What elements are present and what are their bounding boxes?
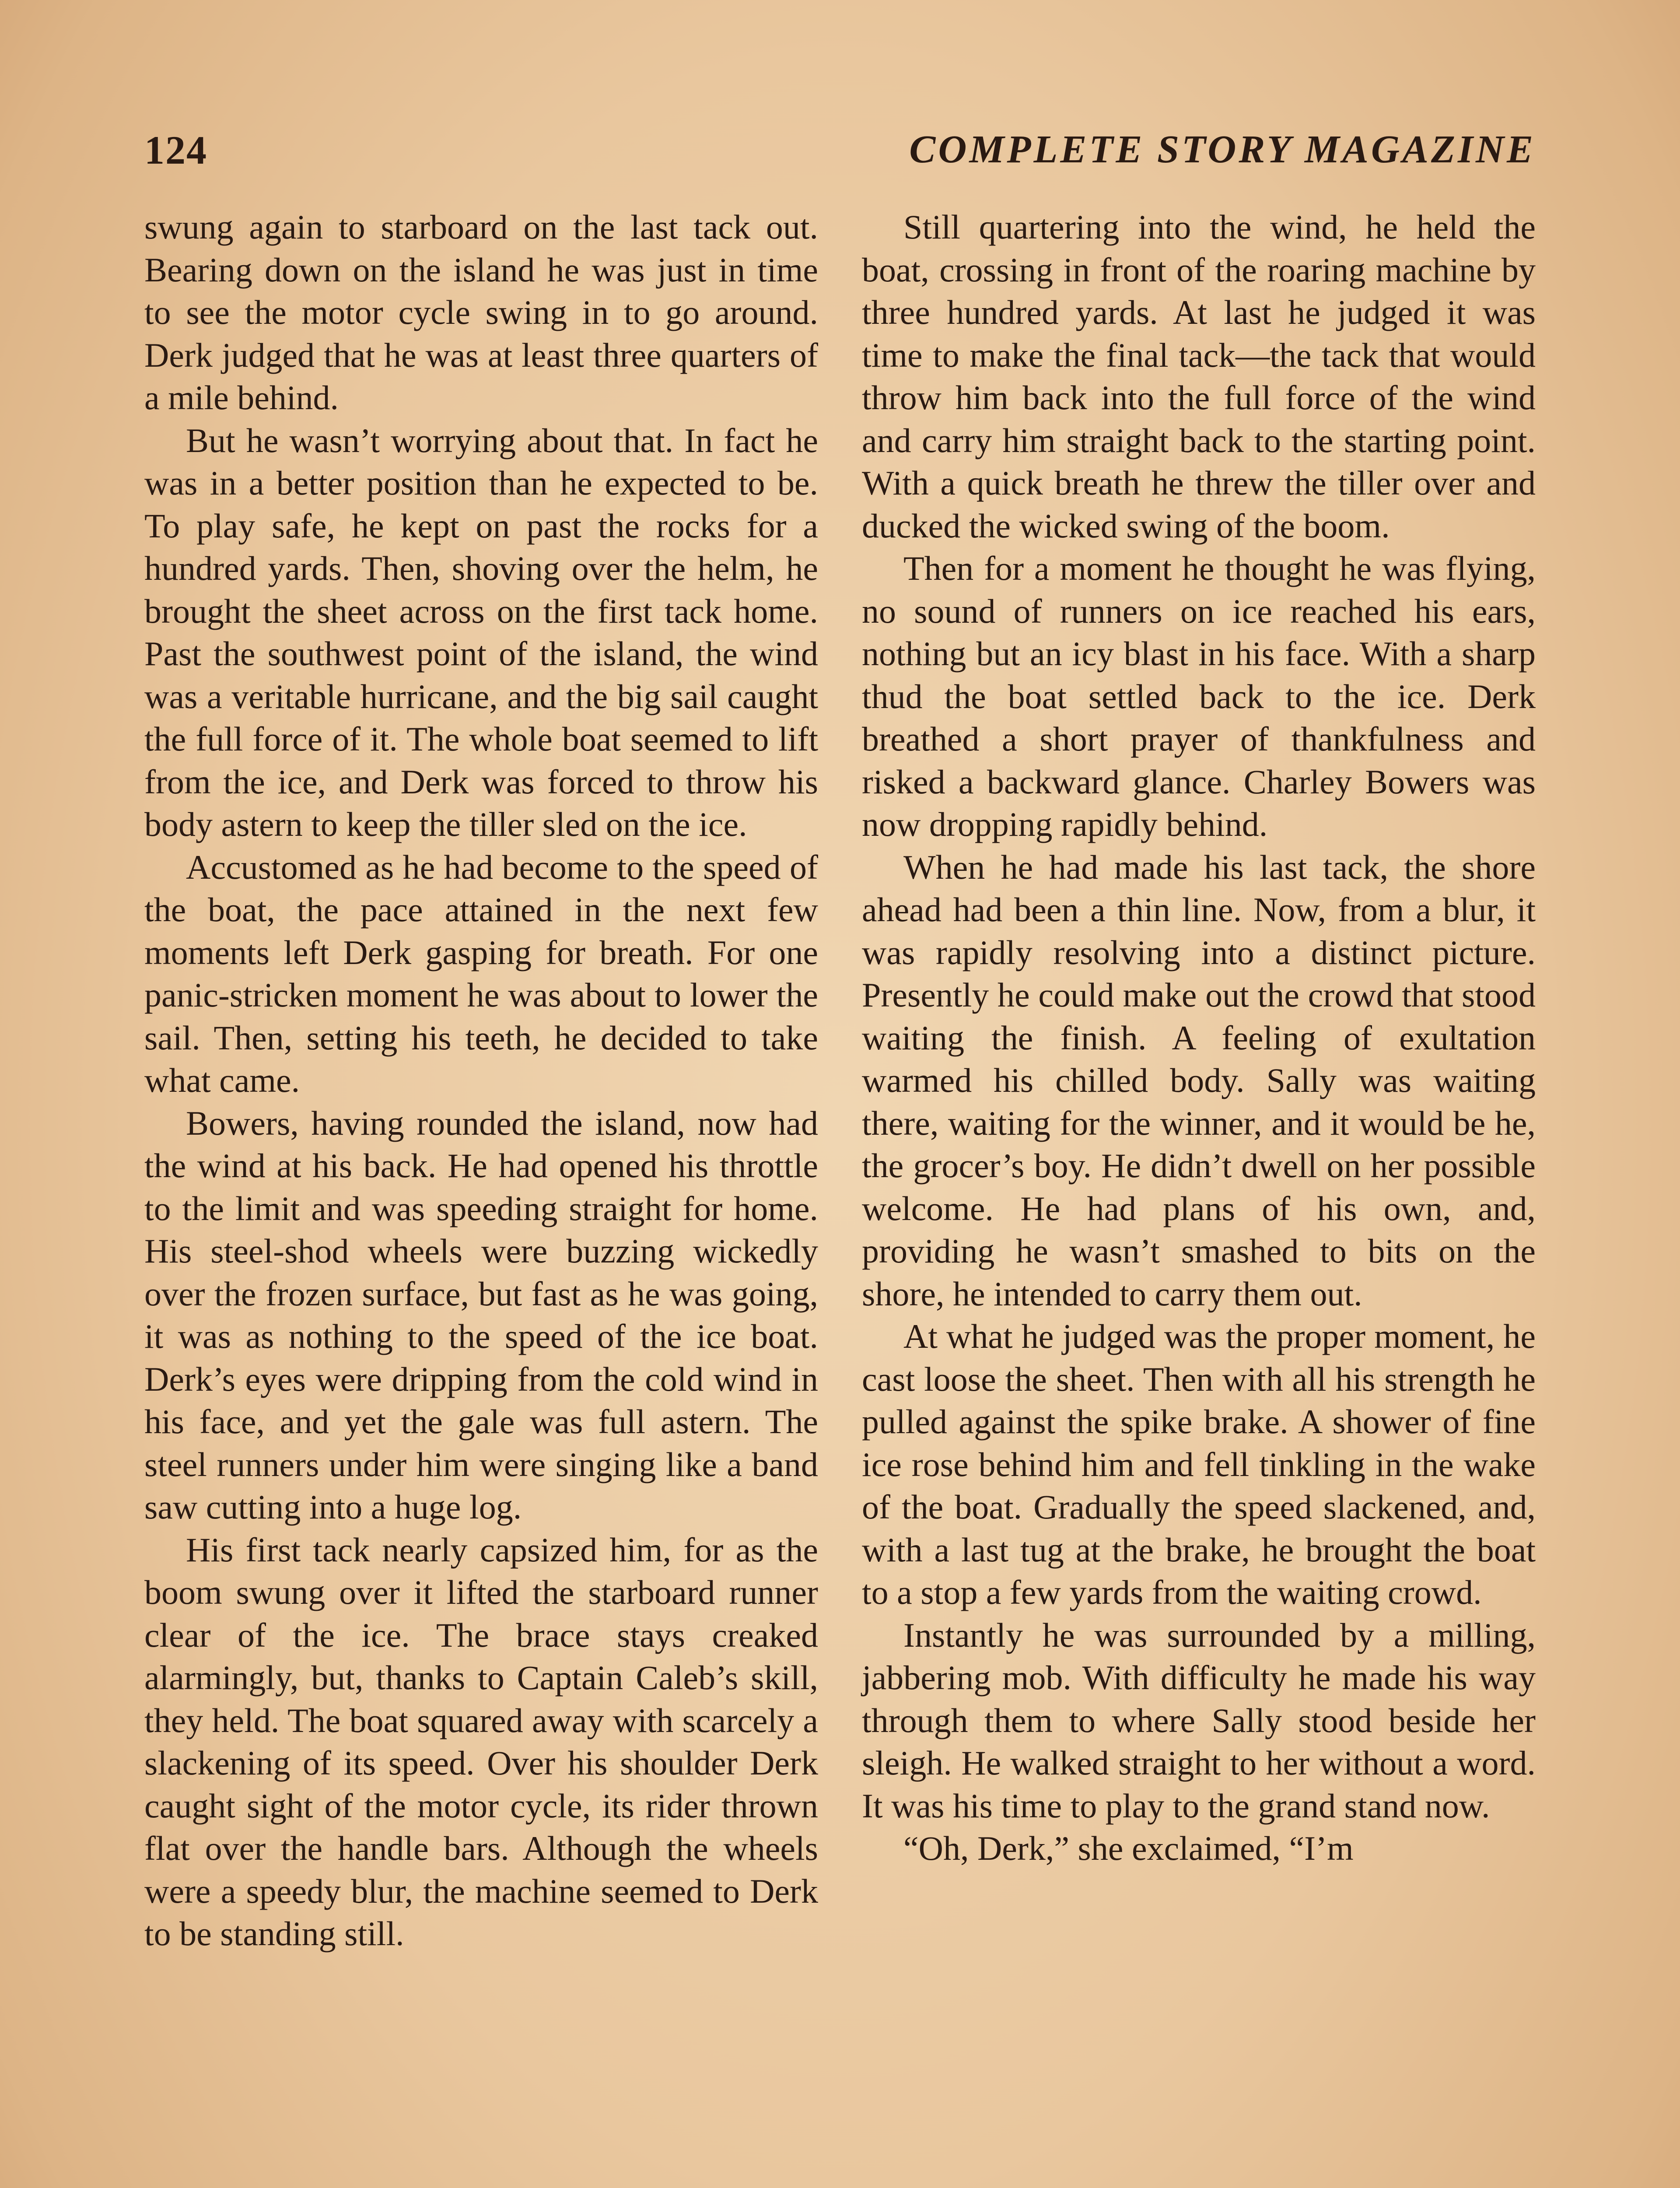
paragraph: Instantly he was surrounded by a milling, jabbering mob. With difficulty he made his way through them to where Sally stood beside her sleigh. He walked straight to her without a word. It was his time to play to the grand stand now.	[862, 1616, 1536, 1825]
paragraph: swung again to starboard on the last tack out. Bearing down on the island he was just in time to see the motor cycle swing in to go around. Derk judged that he was at least three quarters of a mile behind.	[144, 208, 818, 417]
paragraph: His first tack nearly capsized him, for as the boom swung over it lifted the starboard runner clear of the ice. The brace stays creaked alarmingly, but, thanks to Captain Caleb’s skill, they held. The boat squared away with scarcely a slackening of its speed. Over his shoulder Derk caught sight of the motor cycle, its rider thrown flat over the handle bars. Although the wheels were a speedy blur, the machine seemed to Derk to be standing still.	[144, 1530, 818, 1953]
paragraph: Still quartering into the wind, he held the boat, crossing in front of the roaring machine by three hundred yards. At last he judged it was time to make the final tack—the tack that would throw him back into the full force of the wind and carry him straight back to the starting point. With a quick breath he threw the tiller over and ducked the wicked swing of the boom.	[862, 208, 1536, 545]
paragraph: “Oh, Derk,” she exclaimed, “I’m	[903, 1829, 1354, 1867]
page-header	[144, 127, 1536, 179]
left-column	[144, 206, 818, 1955]
paragraph: But he wasn’t worrying about that. In fact he was in a better position than he expected to be. To play safe, he kept on past the rocks for a hundred yards. Then, shoving over the helm, he brought the sheet across on the first tack home. Past the southwest point of the island, the wind was a veritable hurricane, and the big sail caught the full force of it. The whole boat seemed to lift from the ice, and Derk was forced to throw his body astern to keep the tiller sled on the ice.	[144, 421, 818, 843]
running-head: COMPLETE STORY MAGAZINE	[909, 128, 1536, 171]
paragraph: Then for a moment he thought he was flying, no sound of runners on ice reached his ears, nothing but an icy blast in his face. With a sharp thud the boat settled back to the ice. Derk breathed a short prayer of thankfulness and risked a backward glance. Charley Bowers was now dropping rapidly behind.	[862, 549, 1536, 843]
paragraph: Accustomed as he had become to the speed of the boat, the pace attained in the next few moments left Derk gasping for breath. For one panic-stricken moment he was about to lower the sail. Then, setting his teeth, he decided to take what came.	[144, 848, 818, 1099]
page-number: 124	[144, 128, 207, 172]
right-column	[862, 206, 1536, 1870]
text-columns	[144, 206, 1536, 2188]
paragraph: Bowers, having rounded the island, now had the wind at his back. He had opened his throttle to the limit and was speeding straight for home. His steel-shod wheels were buzzing wickedly over the frozen surface, but fast as he was going, it was as nothing to the speed of the ice boat. Derk’s eyes were dripping from the cold wind in his face, and yet the gale was full astern. The steel runners under him were singing like a band saw cutting into a huge log.	[144, 1104, 818, 1526]
paragraph: At what he judged was the proper moment, he cast loose the sheet. Then with all his strength he pulled against the spike brake. A shower of fine ice rose behind him and fell tinkling in the wake of the boat. Gradually the speed slackened, and, with a last tug at the brake, he brought the boat to a stop a few yards from the waiting crowd.	[862, 1317, 1536, 1611]
paragraph: When he had made his last tack, the shore ahead had been a thin line. Now, from a blur, it was rapidly resolving into a distinct picture. Presently he could make out the crowd that stood waiting the finish. A feeling of exultation warmed his chilled body. Sally was waiting there, waiting for the winner, and it would be he, the grocer’s boy. He didn’t dwell on her possible welcome. He had plans of his own, and, providing he wasn’t smashed to bits on the shore, he intended to carry them out.	[862, 848, 1536, 1313]
